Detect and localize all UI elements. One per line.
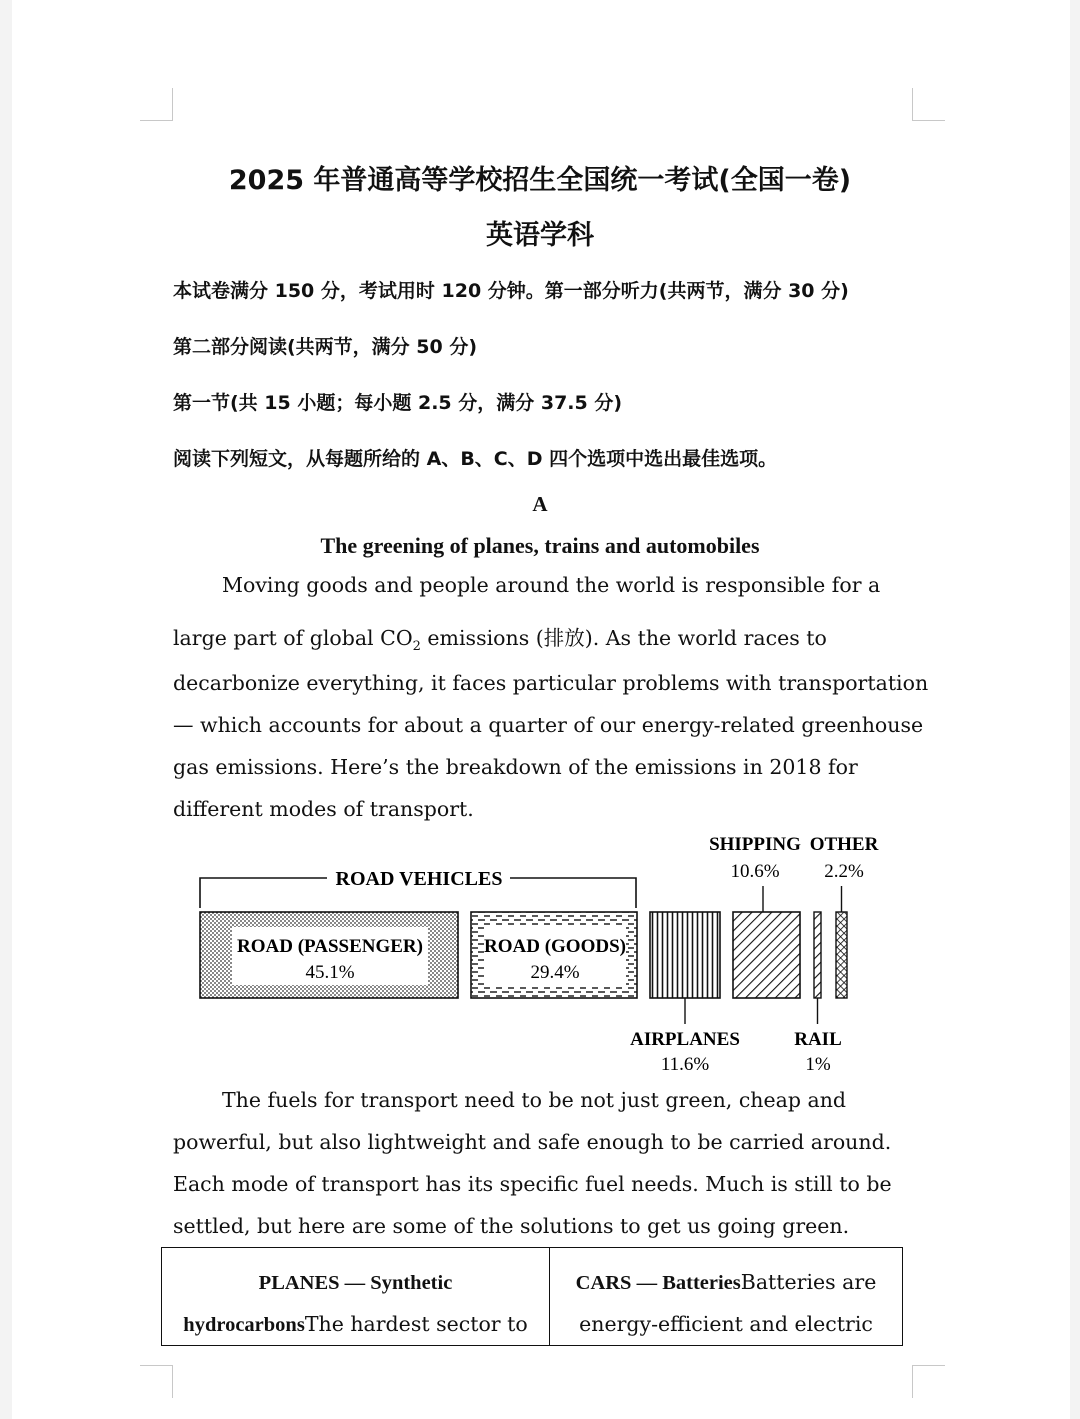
category-label-rail: RAIL bbox=[794, 1029, 842, 1050]
planes-text: The hardest sector to bbox=[304, 1312, 528, 1336]
category-label-airplanes: AIRPLANES bbox=[630, 1029, 740, 1050]
road-vehicles-bracket-right bbox=[510, 878, 636, 908]
value-label-shipping: 10.6% bbox=[730, 861, 780, 882]
cars-text-1: Batteries are bbox=[740, 1270, 877, 1294]
paragraph-2-line-2: powerful, but also lightweight and safe enough to be carried around. bbox=[173, 1130, 892, 1154]
section-letter: A bbox=[532, 492, 548, 516]
instruction-line-2: 第二部分阅读(共两节，满分 50 分) bbox=[173, 336, 478, 358]
road-vehicles-label: ROAD VEHICLES bbox=[335, 868, 503, 890]
value-label-airplanes: 11.6% bbox=[660, 1054, 710, 1075]
value-label-road-passenger: 45.1% bbox=[305, 962, 355, 983]
cars-heading: CARS — Batteries bbox=[575, 1272, 741, 1294]
paragraph-1-line-5: gas emissions. Here’s the breakdown of the emissions in 2018 for bbox=[173, 755, 858, 779]
category-label-shipping: SHIPPING bbox=[709, 834, 801, 855]
margin-mark-bottom-right bbox=[912, 1365, 945, 1398]
passage-title: The greening of planes, trains and automobiles bbox=[320, 533, 760, 558]
emissions-chart bbox=[190, 830, 910, 1080]
instruction-line-1: 本试卷满分 150 分，考试用时 120 分钟。第一部分听力(共两节，满分 30 分) bbox=[173, 280, 849, 302]
cars-text-2: energy-efficient and electric bbox=[579, 1312, 873, 1336]
paragraph-2-line-1: The fuels for transport need to be not just green, cheap and bbox=[222, 1088, 847, 1112]
category-label-road-passenger: ROAD (PASSENGER) bbox=[237, 936, 423, 957]
bar-other bbox=[836, 912, 847, 998]
paragraph-1-line-4: — which accounts for about a quarter of our energy-related greenhouse bbox=[173, 713, 924, 737]
paragraph-1-line-3: decarbonize everything, it faces particular problems with transportation bbox=[173, 671, 929, 695]
paragraph-2-line-3: Each mode of transport has its specific fuel needs. Much is still to be bbox=[173, 1172, 892, 1196]
subject-title: 英语学科 bbox=[486, 220, 594, 251]
margin-mark-top-right bbox=[912, 88, 945, 121]
paragraph-1-line-2: large part of global $CO_2$ emissions (排放). As the world races to bbox=[173, 626, 827, 655]
instruction-line-4: 阅读下列短文，从每题所给的 A、B、C、D 四个选项中选出最佳选项。 bbox=[173, 448, 778, 470]
table-cell-planes bbox=[162, 1248, 550, 1345]
category-label-other: OTHER bbox=[809, 834, 879, 855]
value-label-road-goods: 29.4% bbox=[530, 962, 580, 983]
planes-heading-cont: hydrocarbons bbox=[183, 1314, 305, 1336]
value-label-other: 2.2% bbox=[824, 861, 864, 882]
paragraph-1-line-6: different modes of transport. bbox=[173, 797, 474, 821]
bar-airplanes bbox=[650, 912, 720, 998]
solutions-table bbox=[161, 1247, 903, 1346]
exam-title: 2025 年普通高等学校招生全国统一考试(全国一卷) bbox=[228, 165, 852, 196]
bar-shipping bbox=[733, 912, 800, 998]
paragraph-1-line-1: Moving goods and people around the world is responsible for a bbox=[222, 573, 881, 597]
table-cell-cars bbox=[550, 1248, 902, 1345]
road-vehicles-bracket-left bbox=[200, 878, 327, 908]
value-label-rail: 1% bbox=[805, 1054, 831, 1075]
paragraph-2-line-4: settled, but here are some of the solutions to get us going green. bbox=[173, 1214, 850, 1238]
margin-mark-bottom-left bbox=[140, 1365, 173, 1398]
planes-heading: PLANES — Synthetic bbox=[258, 1272, 453, 1294]
bar-rail bbox=[814, 912, 821, 998]
instruction-line-3: 第一节(共 15 小题；每小题 2.5 分，满分 37.5 分) bbox=[173, 392, 623, 414]
margin-mark-top-left bbox=[140, 88, 173, 121]
category-label-road-goods: ROAD (GOODS) bbox=[484, 936, 626, 957]
